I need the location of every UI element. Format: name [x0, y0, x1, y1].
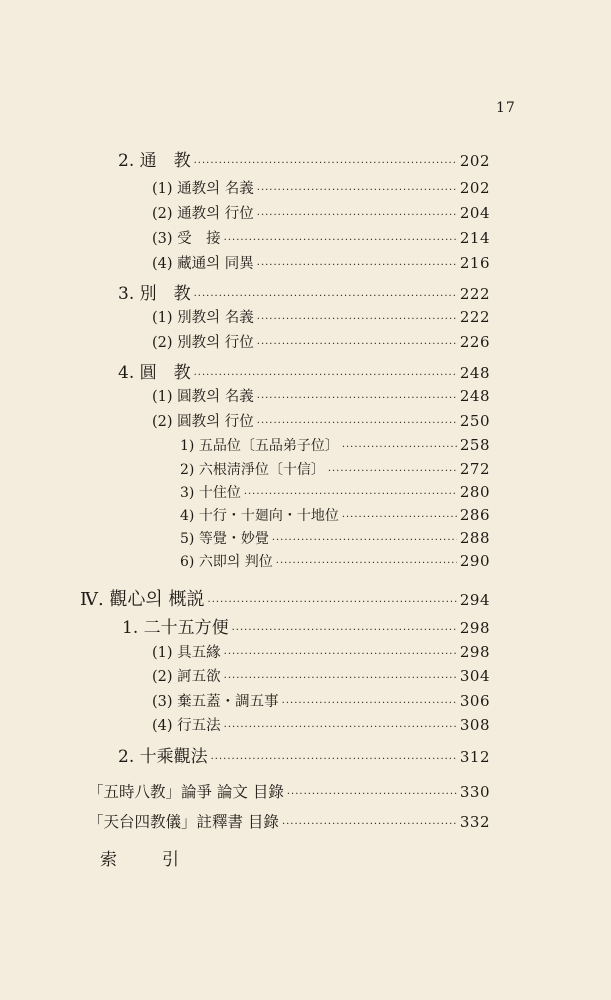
toc-entry-page: 304: [459, 667, 490, 685]
dot-leader: [194, 370, 457, 381]
toc-entry-page: 298: [459, 619, 490, 637]
dot-leader: [257, 210, 457, 221]
toc-entry-label: (4) 藏通의 同異: [152, 256, 254, 272]
dot-leader: [282, 819, 457, 830]
toc-entry-label: (2) 通教의 行位: [152, 206, 254, 222]
toc-entry-label: (2) 圓教의 行位: [152, 414, 254, 430]
toc-entry-page: 332: [459, 813, 490, 831]
toc-entry-label: 1. 二十五方便: [122, 618, 229, 638]
toc-entry-label: Ⅳ. 觀心의 概説: [80, 589, 205, 610]
page-number: 17: [496, 100, 516, 116]
toc-entry-page: 226: [459, 333, 490, 351]
toc-entry-label: 4. 圓 教: [118, 363, 191, 383]
toc-entry: [180, 482, 490, 502]
toc-entry: [152, 385, 490, 406]
toc-entry-label: 2) 六根淸淨位〔十信〕: [180, 462, 325, 478]
toc-entry-label: 1) 五品位〔五品弟子位〕: [180, 438, 339, 454]
toc-entry-page: 248: [459, 387, 490, 405]
toc-entry-page: 298: [459, 643, 490, 661]
toc-entry-page: 204: [459, 204, 490, 222]
toc-entry: [152, 641, 490, 662]
toc-entry-label: (1) 通教의 名義: [152, 181, 254, 197]
dot-leader: [257, 185, 457, 196]
toc-entry: [152, 714, 490, 735]
toc-entry-page: 290: [459, 552, 490, 570]
toc-entry-page: 306: [459, 692, 490, 710]
dot-leader: [211, 754, 457, 765]
toc-entry: [180, 435, 490, 455]
toc-entry: [88, 810, 490, 832]
toc-entry-label: (2) 別教의 行位: [152, 335, 254, 351]
toc-entry-page: 286: [459, 506, 490, 524]
toc-entry-label: (1) 圓教의 名義: [152, 389, 254, 405]
toc-entry-label: (1) 別教의 名義: [152, 310, 254, 326]
dot-leader: [287, 789, 457, 800]
toc-entry-label: (3) 棄五蓋・調五事: [152, 694, 279, 710]
dot-leader: [257, 314, 457, 325]
toc-entry-label: 2. 十乘觀法: [118, 747, 208, 767]
dot-leader: [257, 393, 457, 404]
dot-leader: [224, 649, 457, 660]
toc-entry-label: 2. 通 教: [118, 151, 191, 171]
dot-leader: [272, 535, 457, 546]
toc-entry: [180, 459, 490, 479]
dot-leader: [224, 235, 457, 246]
toc-entry: [118, 358, 490, 383]
toc-entry: [152, 177, 490, 198]
dot-leader: [342, 442, 457, 453]
dot-leader: [257, 418, 457, 429]
toc-entry-page: 330: [459, 783, 490, 801]
toc-entry-label: (2) 訶五欲: [152, 669, 221, 685]
dot-leader: [328, 466, 457, 477]
toc-entry-page: 216: [459, 254, 490, 272]
toc-entry-label: 「五時八教」論爭 論文 目錄: [88, 783, 284, 801]
toc-entry-page: 202: [459, 152, 490, 170]
dot-leader: [224, 673, 457, 684]
toc-entry: [118, 279, 490, 304]
toc-entry: [152, 202, 490, 223]
dot-leader: [194, 158, 457, 169]
toc-entry-label: 4) 十行・十廻向・十地位: [180, 508, 339, 524]
toc-entry-page: 222: [459, 285, 490, 303]
toc-entry-page: 280: [459, 483, 490, 501]
toc-entry-label: 6) 六即의 判位: [180, 554, 273, 570]
toc-entry-label: (1) 具五緣: [152, 645, 221, 661]
toc-entry: [122, 613, 490, 638]
dot-leader: [282, 698, 457, 709]
toc-entry-page: 288: [459, 529, 490, 547]
toc-entry: [180, 505, 490, 525]
toc-entry-label: 3. 別 教: [118, 284, 191, 304]
toc-entry: [118, 146, 490, 171]
dot-leader: [342, 512, 457, 523]
toc-entry-page: 214: [459, 229, 490, 247]
index-heading: 索 引: [100, 850, 193, 870]
toc-entry: [152, 410, 490, 431]
toc-entry: [80, 585, 490, 611]
toc-entry-page: 308: [459, 716, 490, 734]
toc-entry-page: 202: [459, 179, 490, 197]
dot-leader: [232, 625, 457, 636]
toc-entry: [152, 306, 490, 327]
toc-entry: [152, 331, 490, 352]
toc-entry-label: (4) 行五法: [152, 718, 221, 734]
toc-entry: [118, 742, 490, 767]
toc-entry-page: 258: [459, 436, 490, 454]
dot-leader: [244, 489, 457, 500]
toc-entry-label: 5) 等覺・妙覺: [180, 531, 269, 547]
dot-leader: [276, 558, 457, 569]
dot-leader: [224, 722, 457, 733]
toc-entry: [152, 665, 490, 686]
toc-entry: [152, 227, 490, 248]
dot-leader: [257, 260, 457, 271]
toc-entry-page: 312: [459, 748, 490, 766]
toc-entry-page: 294: [459, 591, 490, 609]
toc-entry-label: (3) 受 接: [152, 231, 221, 247]
toc-entry-label: 3) 十住位: [180, 485, 241, 501]
dot-leader: [194, 291, 457, 302]
toc-entry: [88, 780, 490, 802]
dot-leader: [208, 597, 457, 608]
toc-entry: [180, 528, 490, 548]
toc-entry-label: 「天台四教儀」註釋書 目錄: [88, 813, 279, 831]
toc-entry-page: 250: [459, 412, 490, 430]
toc-entry: [180, 551, 490, 571]
toc-entry: [152, 690, 490, 711]
toc-entry: [152, 252, 490, 273]
toc-entry-page: 248: [459, 364, 490, 382]
toc-entry-page: 272: [459, 460, 490, 478]
dot-leader: [257, 339, 457, 350]
toc-entry-page: 222: [459, 308, 490, 326]
